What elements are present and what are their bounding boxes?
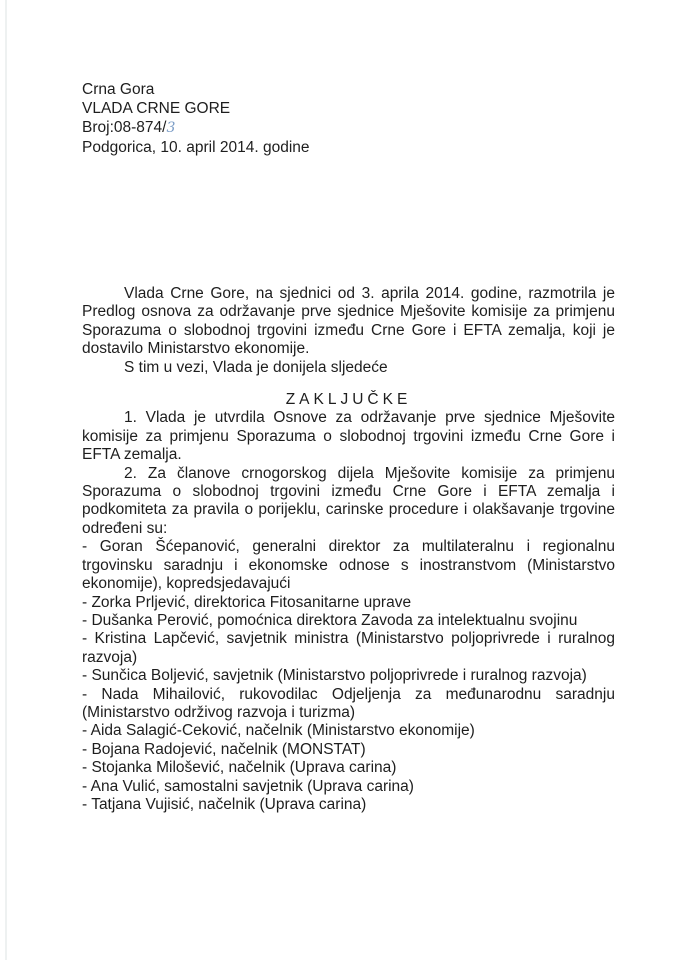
government-name: VLADA CRNE GORE [82, 100, 231, 117]
document-body [82, 285, 615, 814]
intro-paragraph-2: S tim u vezi, Vlada je donijela sljedeće [124, 358, 388, 376]
document-number [82, 118, 310, 138]
place-and-date: Podgorica, 10. april 2014. godine [82, 139, 310, 156]
member-item: - Kristina Lapčević, savjetnik ministra (Ministarstvo poljoprivrede i ruralnog razvoja) [82, 630, 615, 666]
document-header [82, 80, 310, 157]
conclusions-title: ZAKLJUČKE [285, 391, 412, 409]
member-item: - Stojanka Milošević, načelnik (Uprava carina) [82, 759, 397, 777]
member-item: - Nada Mihailović, rukovodilac Odjeljenja za međunarodnu saradnju (Ministarstvo održivog razvoja i turizma) [82, 685, 615, 721]
member-item: - Goran Šćepanović, generalni direktor za multilateralnu i regionalnu trgovinsku saradnju i ekonomske odnose s inostranstvom (Ministarstvo ekonomije), kopredsjedavajući [82, 538, 615, 593]
intro-paragraph: Vlada Crne Gore, na sjednici od 3. aprila 2014. godine, razmotrila je Predlog osnova za održavanje prve sjednice Mješovite komisije za primjenu Sporazuma o slobodnoj trgovini između Crne Gore i EFTA zemalja, koji je dostavilo Ministarstvo ekonomije. [82, 285, 615, 358]
conclusion-point-2: 2. Za članove crnogorskog dijela Mješovite komisije za primjenu Sporazuma o slobodnoj trgovini između Crne Gore i EFTA zemalja i podkomiteta za pravila o porijeklu, carinske procedure i olakšavanje trgovine određeni su: [82, 464, 615, 537]
member-item: - Zorka Prljević, direktorica Fitosanitarne uprave [82, 593, 412, 611]
handwritten-number: 3 [166, 120, 176, 136]
country-name: Crna Gora [82, 81, 155, 98]
member-item: - Aida Salagić-Ceković, načelnik (Ministarstvo ekonomije) [82, 722, 475, 740]
scan-edge-line [5, 0, 7, 960]
member-item: - Sunčica Boljević, savjetnik (Ministarstvo poljoprivrede i ruralnog razvoja) [82, 667, 587, 685]
document-number-label: Broj:08-874/ [82, 119, 167, 136]
members-list [82, 538, 615, 814]
member-item: - Dušanka Perović, pomoćnica direktora Zavoda za intelektualnu svojinu [82, 611, 578, 629]
conclusion-point-1: 1. Vlada je utvrdila Osnove za održavanje prve sjednice Mješovite komisije za primjenu Sporazuma o slobodnoj trgovini između Crne Gore i EFTA zemalja. [82, 409, 615, 464]
member-item: - Ana Vulić, samostalni savjetnik (Uprava carina) [82, 777, 414, 795]
member-item: - Tatjana Vujisić, načelnik (Uprava carina) [82, 795, 367, 813]
member-item: - Bojana Radojević, načelnik (MONSTAT) [82, 740, 366, 758]
